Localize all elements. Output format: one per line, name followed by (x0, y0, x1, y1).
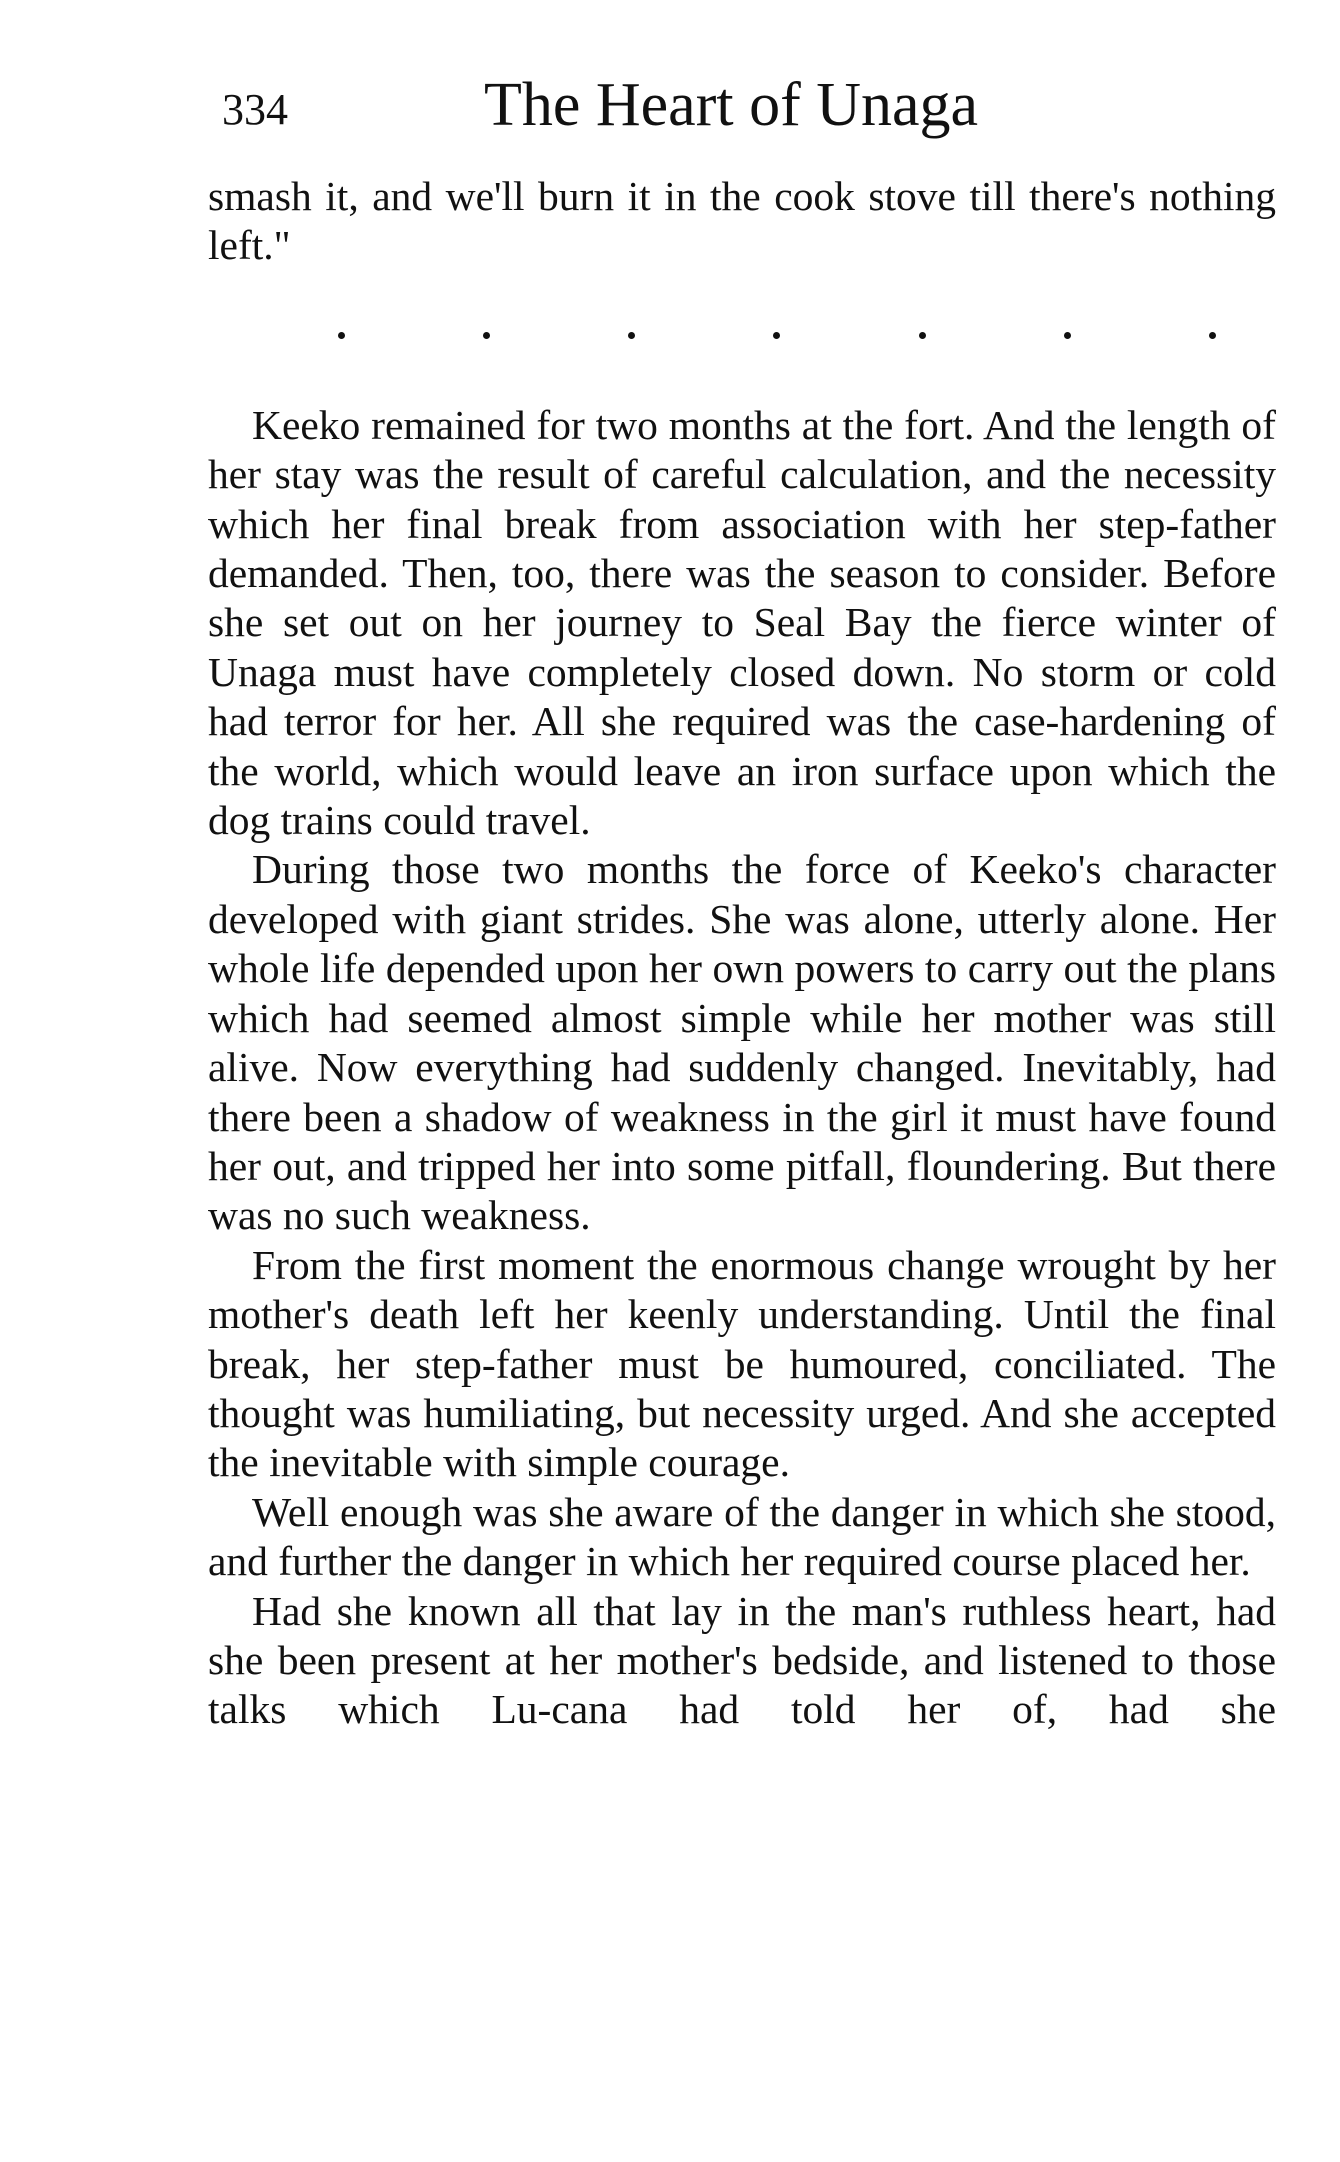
ellipsis-dot (338, 332, 345, 339)
ellipsis-dot (1064, 332, 1071, 339)
paragraph: During those two months the force of Keeko's character developed with giant strides. She was alone, utterly alone. Her whole life depended upon her own powers to carry out the plans which had seemed almost simple while her mother was still alive. Now everything had suddenly changed. Inevitably, had there been a shadow of weakness in the girl it must have found her out, and tripped her into some pitfall, floundering. But there was no such weakness. (208, 846, 1276, 1239)
ellipsis-dot (628, 332, 635, 339)
paragraph-continued: Had she known all that lay in the man's ruthless heart, had she been present at her mother's bedside, and listened to those talks which Lu-cana had told her of, had she (208, 1587, 1276, 1733)
body-text (208, 172, 1276, 1735)
ellipsis-dot (1209, 332, 1216, 339)
paragraph: Well enough was she aware of the danger in which she stood, and further the danger in which her required course placed her. (208, 1488, 1276, 1585)
paragraph: Keeko remained for two months at the fort. And the length of her stay was the result of careful calculation, and the necessity which her final break from association with her step-father demanded. Then, too, there was the season to consider. Before she set out on her journey to Seal Bay the fierce winter of Unaga must have completely closed down. No storm or cold had terror for her. All she required was the case-hardening of the world, which would leave an iron surface upon which the dog trains could travel. (208, 401, 1276, 844)
paragraph: From the first moment the enormous change wrought by her mother's death left her keenly understanding. Until the final break, her step-father must be humoured, conciliated. The thought was humiliating, but necessity urged. And she accepted the inevitable with simple courage. (208, 1241, 1276, 1486)
section-break (208, 271, 1276, 401)
ellipsis-dot (773, 332, 780, 339)
page-number: 334 (222, 85, 288, 134)
ellipsis-dot (919, 332, 926, 339)
page-header (222, 70, 1282, 150)
ellipsis-dot (483, 332, 490, 339)
paragraph-continuation: smash it, and we'll burn it in the cook stove till there's nothing left." (208, 173, 1276, 269)
running-title: The Heart of Unaga (484, 71, 979, 139)
